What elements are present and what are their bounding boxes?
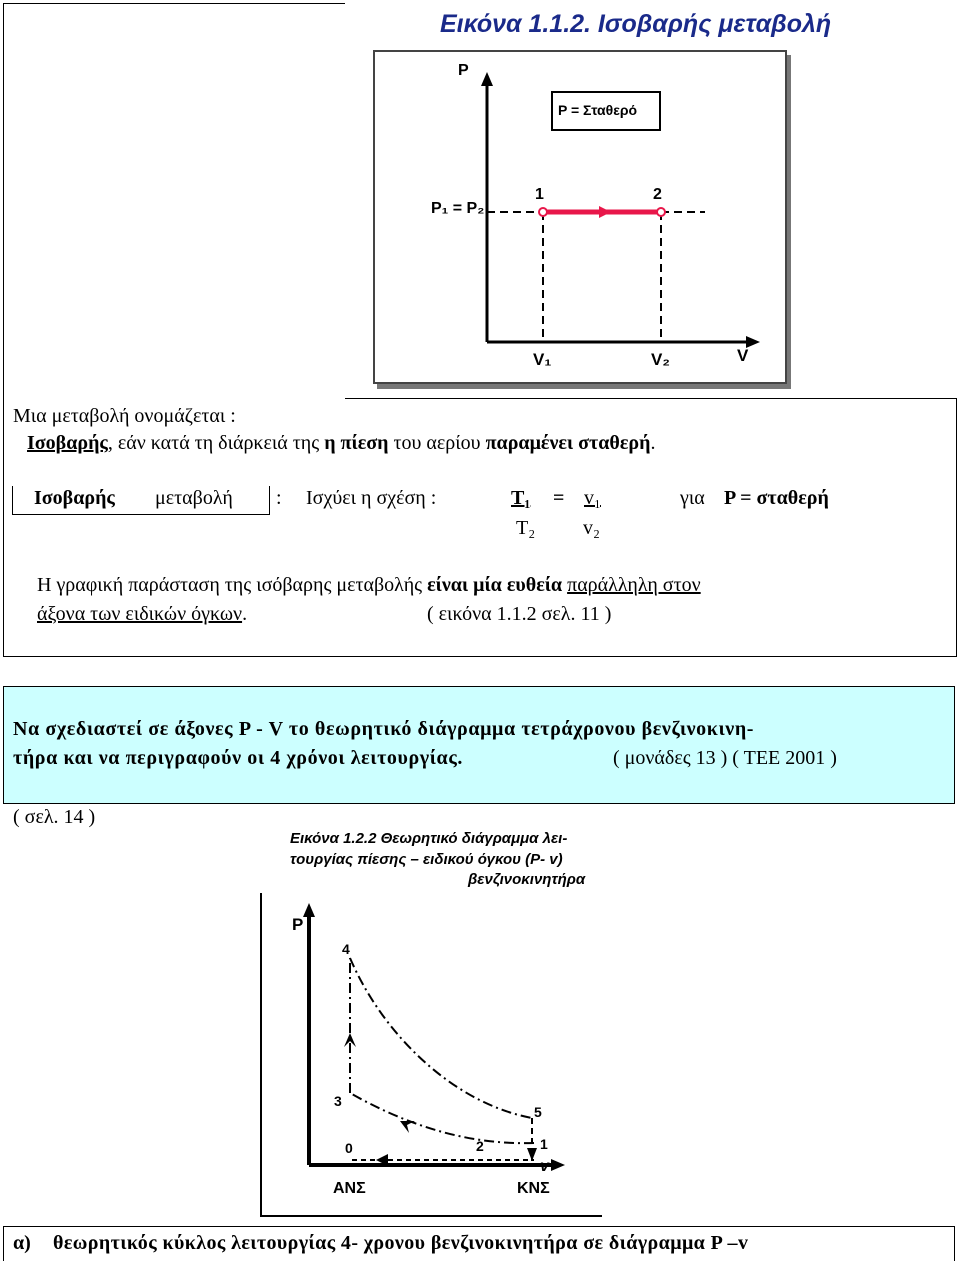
figure2-title-l2: τουργίας πίεσης – ειδικού όγκου (P- v) xyxy=(290,851,563,868)
figure1-p-label: P₁ = P₂ xyxy=(431,200,485,217)
graph-u2: άξονα των ειδικών όγκων xyxy=(37,603,243,625)
v2: v₂ xyxy=(583,517,600,539)
figure1-v2: V₂ xyxy=(651,350,670,369)
figure2-title-l3: βενζινοκινητήρα xyxy=(468,871,586,888)
figure2-title-l1: Εικόνα 1.2.2 Θεωρητικό διάγραμμα λει- xyxy=(290,830,568,847)
v1: v₁ xyxy=(584,487,601,509)
page-ref: ( σελ. 14 ) xyxy=(13,806,96,828)
figure1-legend: P = Σταθερό xyxy=(558,102,638,118)
figure2-pt2: 2 xyxy=(476,1138,484,1154)
answer-text: θεωρητικός κύκλος λειτουργίας 4- χρονου βενζινοκινητήρα σε διάγραμμα P –v xyxy=(53,1232,749,1254)
figure1-title: Εικόνα 1.1.2. Ισοβαρής μεταβολή xyxy=(440,10,832,38)
figure2-pt4: 4 xyxy=(342,941,350,957)
equals: = xyxy=(553,487,565,509)
question-line2: τήρα και να περιγραφούν οι 4 χρόνοι λειτουργίας. xyxy=(13,747,463,769)
condition-bold: P = σταθερή xyxy=(724,487,829,509)
box-top-rule xyxy=(345,398,956,399)
figure1-p-axis: P xyxy=(458,62,469,79)
t2: T₂ xyxy=(516,517,536,539)
def-text1: , εάν κατά τη διάρκειά της xyxy=(107,432,320,454)
pressure-term: η πίεση xyxy=(324,432,389,454)
top-rule xyxy=(3,3,345,4)
graph-text1: Η γραφική παράσταση της ισόβαρης μεταβολής xyxy=(37,574,423,596)
law-colon: : xyxy=(276,487,282,509)
graph-line1 xyxy=(37,574,701,597)
def-end: . xyxy=(650,432,656,454)
figure2-pt3: 3 xyxy=(334,1093,342,1109)
figure2-pt1: 1 xyxy=(540,1136,548,1152)
graph-line2 xyxy=(37,603,247,626)
t1: T₁ xyxy=(511,487,531,509)
question-box xyxy=(3,686,955,804)
otto-cycle-diagram xyxy=(262,893,602,1215)
figure2-frame xyxy=(260,893,602,1217)
figure1-v1: V₁ xyxy=(533,350,552,369)
figure2-v-axis: v xyxy=(540,1158,549,1175)
law-text: Ισχύει η σχέση : xyxy=(306,487,437,509)
law-term2: μεταβολή xyxy=(155,487,233,509)
figure1-point2: 2 xyxy=(653,186,662,203)
figure2-p-axis: P xyxy=(292,915,304,934)
left-rule xyxy=(3,3,4,398)
intro-text: Μια μεταβολή ονομάζεται : xyxy=(13,405,236,427)
condition-text: για xyxy=(680,487,705,509)
definition-line xyxy=(13,432,655,455)
question-line1: Να σχεδιαστεί σε άξονες P - V το θεωρητικό διάγραμμα τετράχρονου βενζινοκινη- xyxy=(13,718,755,740)
isobaric-term: Ισοβαρής xyxy=(27,432,108,454)
ans-label: ΑΝΣ xyxy=(333,1180,366,1197)
kns-label: ΚΝΣ xyxy=(517,1180,550,1197)
constant-term: παραμένει σταθερή xyxy=(485,432,651,454)
question-marks: ( μονάδες 13 ) ( ΤΕΕ 2001 ) xyxy=(613,747,837,769)
graph-bold: είναι μία ευθεία xyxy=(427,574,563,596)
graph-dot: . xyxy=(242,603,248,625)
law-term: Ισοβαρής xyxy=(34,487,115,509)
figure1-v-axis: V xyxy=(737,346,749,365)
figure1-point1: 1 xyxy=(535,186,544,203)
graph-u1: παράλληλη στον xyxy=(567,574,701,596)
graph-ref: ( εικόνα 1.1.2 σελ. 11 ) xyxy=(427,603,612,625)
answer-label: α) xyxy=(13,1232,31,1254)
figure2-pt0: 0 xyxy=(345,1140,353,1156)
def-text2: του αερίου xyxy=(393,432,481,454)
figure2-pt5: 5 xyxy=(534,1104,542,1120)
